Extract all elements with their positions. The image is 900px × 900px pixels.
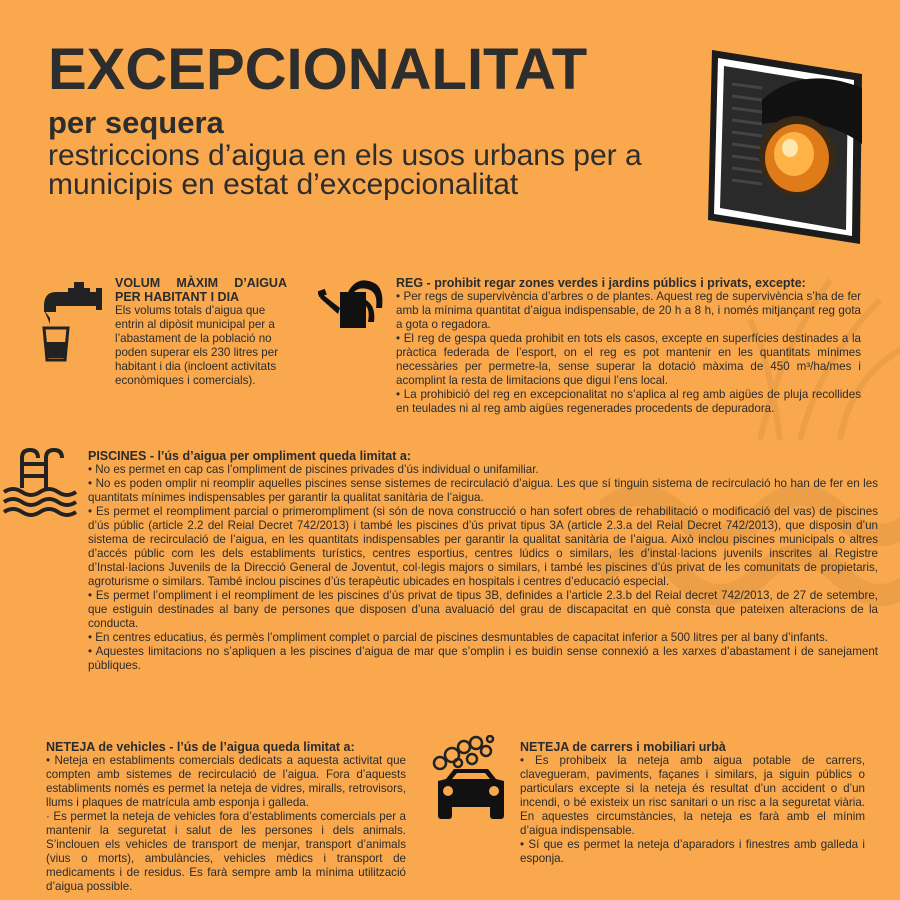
vehicles-paragraph: • Neteja en establiments comercials dedicats a aquesta activitat que compten amb sistemes de recirculació de l’aigua. Fora d’aquests establiments només es permet la neteja de vidres, miralls, retrovisors, llums i plaques de matrícula amb esponja i galleda. bbox=[46, 754, 406, 809]
reg-paragraph: • La prohibició del reg en excepcionalitat no s’aplica al reg amb aigües de pluja recollides en teulades ni al reg amb aigües regenerades procedents de depuradora. bbox=[396, 388, 861, 415]
piscines-paragraph: • En centres educatius, és permès l’ompliment complet o parcial de piscines desmuntables de capacitat inferior a 500 litres per al bany d’infants. bbox=[88, 631, 829, 644]
section-volum bbox=[115, 276, 287, 388]
carrers-paragraph: • Es prohibeix la neteja amb aigua potable de carrers, clavegueram, paviments, façanes i similars, ja siguin públics o particulars excepte si la neteja és resultat d’un accident o d’un incendi, o bé existeix un risc sanitari o un risc a la seguretat viària. En aquestes circumstàncies, la neteja es farà amb el mínim d’aigua indispensable. bbox=[520, 754, 865, 837]
section-vehicles-body bbox=[46, 754, 406, 894]
section-piscines-title: PISCINES - l’ús d’aigua per ompliment queda limitat a: bbox=[88, 449, 411, 463]
section-carrers bbox=[520, 740, 865, 866]
piscines-paragraph: • No es poden omplir ni reomplir aquelles piscines sense sistemes de recirculació d’aigua. Les que sí tinguin sistema de recirculació ho han de fer en les quantitats mínimes indispensables per garantir la qualitat sanitària de l’aigua. bbox=[88, 477, 878, 504]
section-vehicles-title: NETEJA de vehicles - l’ús de l’aigua queda limitat a: bbox=[46, 740, 355, 754]
traffic-light-icon bbox=[702, 44, 872, 250]
piscines-paragraph: • No es permet en cap cas l’ompliment de piscines privades d’ús individual o unifamiliar. bbox=[88, 463, 539, 476]
piscines-paragraph: • Es permet l’ompliment i el reompliment de les piscines d’ús privat de tipus 3B, definides a l’article 2.3.b del Reial decret 742/2013, de 27 de setembre, que estiguin destinades al bany de persones que disposen d’una avaluació del grau de discapacitat en què consta que pateixen alteracions de la conducta. bbox=[88, 589, 878, 630]
car-wash-icon bbox=[430, 735, 512, 821]
section-reg-body bbox=[396, 290, 861, 416]
section-vehicles bbox=[46, 740, 406, 894]
watering-can-icon bbox=[318, 278, 386, 330]
section-volum-title: VOLUM MÀXIM D’AIGUA PER HABITANT I DIA bbox=[115, 276, 287, 304]
section-piscines bbox=[88, 449, 878, 673]
section-reg bbox=[396, 276, 861, 416]
reg-paragraph: • Per regs de supervivència d’arbres o de plantes. Aquest reg de supervivència s’ha de fer amb la mínima quantitat d’aigua indispensable, de 20 h a 8 h, i només mitjançant reg gota a gota o regadora. bbox=[396, 290, 861, 331]
section-piscines-body bbox=[88, 463, 878, 673]
page-lead: restriccions d’aigua en els usos urbans per a municipis en estat d’excepcionalitat bbox=[48, 139, 642, 201]
section-carrers-body bbox=[520, 754, 865, 866]
section-carrers-title: NETEJA de carrers i mobiliari urbà bbox=[520, 740, 726, 754]
reg-paragraph: • El reg de gespa queda prohibit en tots els casos, excepte en superfícies destinades a la pràctica federada de l’esport, on el reg es pot mantenir en les quantitats mínimes necessàries per permetre-la, sense superar la dotació màxima de 450 m³/ha/mes i acomplint la resta de limitacions que digui l’ens local. bbox=[396, 332, 861, 387]
vehicles-paragraph: · Es permet la neteja de vehicles fora d’establiments comercials per a mantenir la seguretat i salut de les persones i dels animals. S’inclouen els vehicles de transport de menjar, transport d’animals (vius o morts), ambulàncies, vehicles mèdics i transport de medicaments i de residus. Es farà sempre amb la mínima utilització d’aigua possible. bbox=[46, 810, 406, 893]
section-volum-body: Els volums totals d’aigua que entrin al dipòsit municipal per a l’abastament de la població no poden superar els 230 litres per habitant i dia (incloent activitats econòmiques i comercials). bbox=[115, 304, 279, 387]
page-subtitle: per sequera bbox=[48, 105, 224, 140]
piscines-paragraph: • Aquestes limitacions no s’apliquen a les piscines d’aigua de mar que s’omplin i es buidin sense connexió a les xarxes d’abastament i de sanejament públiques. bbox=[88, 645, 878, 672]
carrers-paragraph: • Sí que es permet la neteja d’aparadors i finestres amb galleda i esponja. bbox=[520, 838, 865, 865]
water-tap-icon bbox=[40, 280, 104, 362]
section-reg-title: REG - prohibit regar zones verdes i jardins públics i privats, excepte: bbox=[396, 276, 806, 290]
piscines-paragraph: • Es permet el reompliment parcial o primerompliment (si són de nova construcció o han sofert obres de rehabilitació o modificació del vas) de piscines d’ús públic (article 2.2 del Reial Decret 742/2013) i també les piscines d’ús privat tipus 3A (article 2.3.a del Reial Decret 742/2013), que disposin d’un sistema de recirculació de l’aigua, en les quantitats indispensables per garantir la qualitat sanitària de l’aigua. Això inclou piscines municipals o altres d’accés públic com les dels establiments turístics, centres esportius, centres lúdics o similars, les d’instal·lacions juvenils inscrites al Registre d’Instal·lacions Juvenils de la Direcció General de Joventut, col·legis majors o similars, i també les piscines d’ús privat de les comunitats de propietaris, agroturisme o similars. També inclou piscines d’ús terapèutic ubicades en hospitals i centres d’educació especial. bbox=[88, 505, 878, 588]
pool-ladder-icon bbox=[2, 448, 78, 520]
page-title: EXCEPCIONALITAT bbox=[48, 37, 588, 102]
